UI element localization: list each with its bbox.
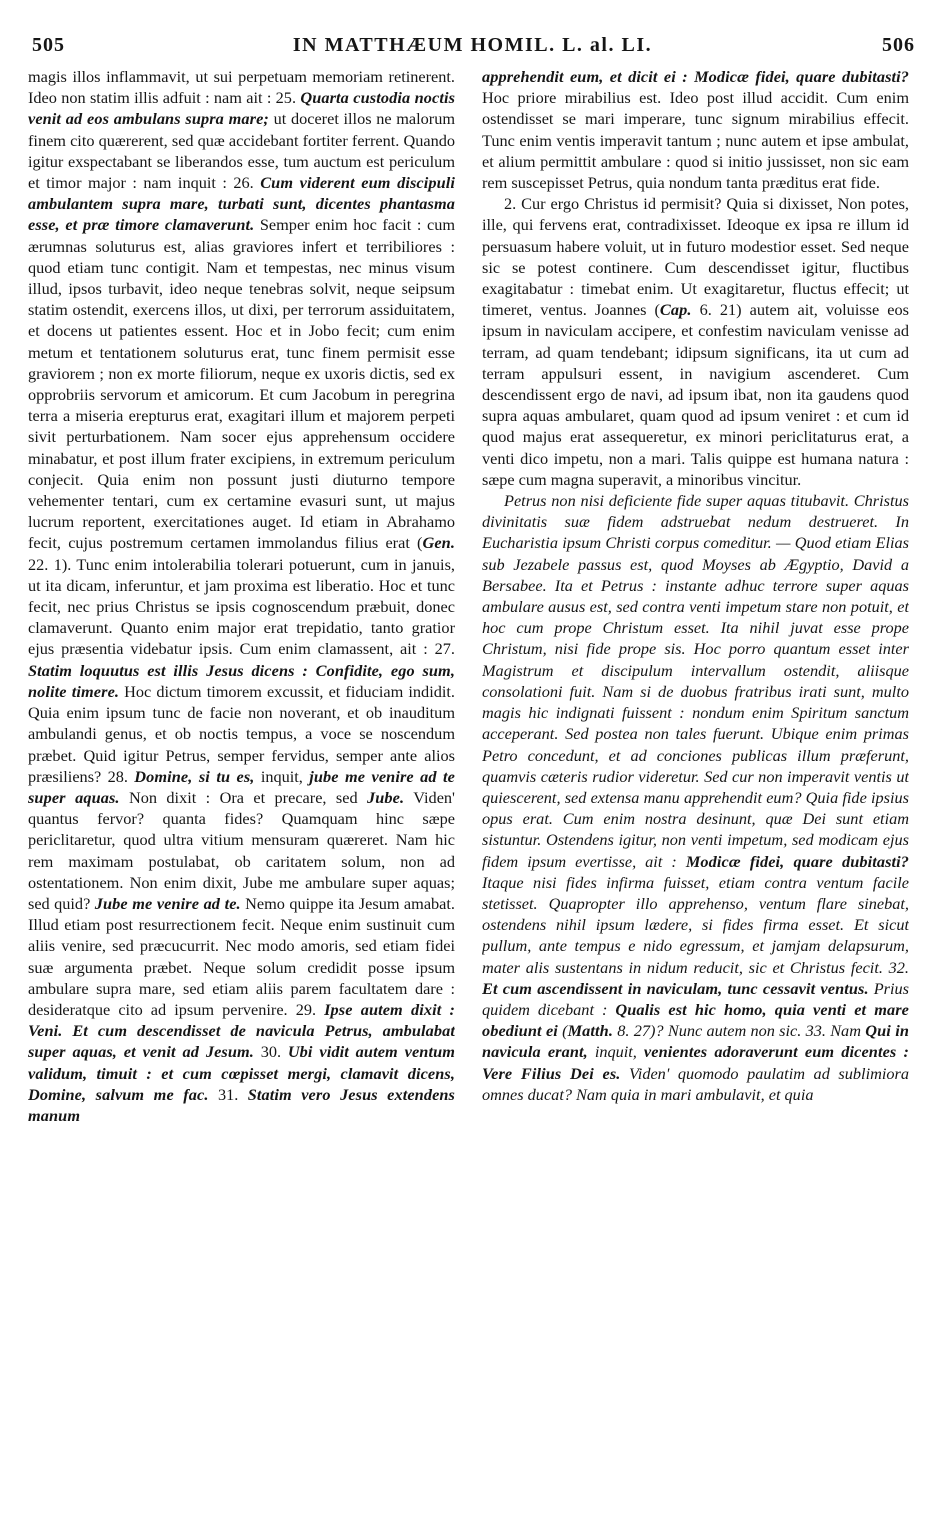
left-column	[28, 66, 455, 1536]
text-run: Viden' quomodo paulatim ad sublimiora omnes ducat? Nam quia in mari ambulavit, et quia	[482, 1063, 909, 1104]
text-run: Prius quidem dicebant :	[482, 978, 909, 1019]
italic-text: Et cum ascendissent in naviculam, tunc cessavit ventus.	[482, 978, 869, 998]
paragraph	[482, 66, 909, 193]
italic-text: Statim vero Jesus extendens manum	[28, 1084, 455, 1125]
text-run: — Quod etiam Elias sub Jezabele passus est, quod Moyses ab Ægyptio, David a Bersabee. Ita et Petrus : instante adhuc terrore super aquas ambulare ausus est, sed contra venti impetum stare non potuit, et hoc cum prope Christum esset. Ita nihil juvat esse prope Christum, nisi fide prope sis. Hoc porro quantum esset inter Magistrum et discipulum intervallum ostendit, aliisque consolationi fuit. Nam si de duobus fratribus irati sunt, multo magis hic indignati fuissent : nondum enim Spiritum sanctum acceperant. Sed postea non tales fuerunt. Ubique enim primas Petro concedunt, et ad conciones publicas illum præferunt, quamvis cæteris rudior videretur. Sed cur non imperavit ventis ut quiescerent, sed extensa manu apprehendit eum? Quia fide ipsius opus erat. Cum enim nostra desinunt, quæ Dei sunt etiam sistuntur. Ostendens igitur, non venti impetum, sed modicam ejus fidem ipsum evertisse, ait :	[482, 533, 909, 871]
italic-text: Cum viderent eum discipuli ambulantem supra mare, turbati sunt, dicentes phantasma esse, et præ timore clamaverunt.	[28, 173, 455, 235]
text-run: 31.	[208, 1084, 248, 1104]
italic-text: Domine, si tu es,	[134, 766, 255, 786]
italic-text: Quarta custodia noctis venit ad eos ambulans supra mare;	[28, 88, 455, 129]
paragraph	[482, 193, 909, 490]
text-run: Itaque nisi fides infirma fuisset, etiam contra ventum facile stetisset. Quapropter illo apprehenso, ventum flare sinebat, ostendens nihil ipsum lædere, si fides firma esset. Et sicut pullum, ante tempus e nido egressum, et jamjam delapsurum, mater alis sustentans in nidum reducit, sic et Christus fecit. 32.	[482, 872, 909, 977]
italic-text: Ubi vidit autem ventum validum, timuit : et cum cœpisset mergi, clamavit dicens, Domine, salvum me fac.	[28, 1042, 455, 1104]
italic-text: Qui in navicula erant,	[482, 1021, 909, 1062]
text-run: Nemo quippe ita Jesum amabat. Illud etiam post resurrectionem fecit. Neque enim sustinuit cum aliis venire, sed præcucurrit. Nec modo amoris, sed etiam fidei suæ argumenta præbet. Neque solum credidit posse ipsum ambulare supra mare, sed etiam aliis parem facultatem dare : desideratque cito ad ipsum pervenire. 29.	[28, 893, 455, 1019]
italic-text: Gen.	[422, 533, 455, 553]
text-run: Hoc dictum timorem excussit, et fiduciam indidit. Quia enim ipsum tunc de facie non noverant, et ob inauditum ambulandi genus, et ob noctis tempus, a voce se noscendum præbet. Quid igitur Petrus, semper fervidus, semper ante alios præsiliens? 28.	[28, 681, 455, 786]
italic-text: jube me venire ad te super aquas.	[28, 766, 455, 807]
text-run: 2. Cur ergo Christus id permisit? Quia si dixisset, Non potes, ille, qui fervens erat, contradixisset. Ideoque ex ipsa re illum id persuasum habere voluit, ut in futuro modestior esset. Sed neque sic se potest continere. Cum descendisset igitur, fluctibus exagitabatur : timebat enim. Ut exagitaretur, fluctus effecit; ut timeret, ventus. Joannes (	[482, 194, 909, 320]
italic-text: apprehendit eum, et dicit ei : Modicæ fidei, quare dubitasti?	[482, 67, 909, 86]
text-run: inquit,	[587, 1042, 644, 1062]
summary-text: Petrus non nisi deficiente fide super aquas titubavit. Christus divinitatis suæ fidem adstruebat nedum destrueret. In Eucharistia ipsum Christi corpus comeditur.	[482, 491, 909, 553]
text-run: Viden' quantus fervor? quanta fides? Quamquam hinc sæpe periclitaretur, quod ultra vitium mensuram quæreret. Nam hic rem maximam postulabat, ob caritatem solum, non ad ostentationem. Non enim dixit, Jube me ambulare super aquas; sed quid?	[28, 787, 455, 913]
text-run: 8. 27)? Nunc autem non sic. 33. Nam	[613, 1021, 866, 1041]
italic-text: Matth.	[567, 1021, 613, 1041]
page-number-right: 506	[882, 34, 915, 56]
text-run: 22. 1). Tunc enim intolerabilia tolerari potuerunt, cum in januis, ut ita dicam, inferuntur, et jam proxima est liberatio. Hoc et tunc fecit, nec prius Christus se ipsis cognoscendum præbuit, donec clamaverunt. Quanto enim major erat trepidatio, tanto gratior ejus præsentia videbatur ipsis. Cum enim clamassent, ait : 27.	[28, 554, 455, 659]
page-number-left: 505	[32, 34, 65, 56]
text-run: Hoc priore mirabilius est. Ideo post illud accidit. Cum enim ostendisset se mari imperare, tunc signum mirabilius effecit. Tunc enim ventis imperavit tantum ; nunc autem et ipse ambulat, et alium permittit ambulare : quod si initio jussisset, non sic eam rem suscepisset Petrus, quia nondum tanta præditus erat fide.	[482, 88, 909, 193]
text-run: magis illos inflammavit, ut sui perpetuam memoriam retinerent. Ideo non statim illis adfuit : nam ait : 25.	[28, 67, 455, 108]
italic-text: Jube me venire ad te.	[94, 893, 241, 913]
italic-text: Cap.	[659, 300, 692, 320]
text-run: Semper enim hoc facit : cum ærumnas soluturus est, alias graviores infert et terribiliores : quod etiam tunc contigit. Nam et tempestas, nec minus visum illud, ipsos turbavit, ideo neque tenebras solvit, neque seipsum statim ostendit, exercens illos, ut dixi, per terrorum assiduitatem, et docens ut patientes essent. Hoc et in Jobo fecit; cum enim metum et tentationem soluturus erat, tunc finem permisit esse graviorem ; non ex morte filiorum, neque ex uxoris dictis, sed ex opprobriis servorum et amicorum. Et cum Jacobum in peregrina terra a miseria erepturus erat, exagitari illum et majorem perpeti sivit perturbationem. Nam socer ejus apprehensum occidere minabatur, et post illum frater excipiens, in extremum periculum conjecit. Quia enim non possunt justi diuturno tempore vehementer tentari, cum ex certamine evasuri sunt, ut majus lucrum reportent, exercitationes auget. Id etiam in Abrahamo fecit, cujus postremum certamen immolandus filius erat (	[28, 215, 455, 553]
text-run: ut doceret illos ne malorum finem cito quærerent, sed quæ accidebant fortiter ferrent. Quando igitur exspectabant se liberandos esse, tum auctum est periculum et timor major : nam inquit : 26.	[28, 109, 455, 193]
text-run: 6. 21) autem ait, voluisse eos ipsum in naviculam accipere, et confestim naviculam venisse ad terram, ad quam tendebant; idipsum significans, ita ut cum ad terram appulsuri essent, in navigium ascenderet. Cum descendissent ergo de navi, ad ipsum ibat, non ita gaudens quod supra aquas ambularet, quam quod ad ipsum veniret : et cum id quod majus erat assequeretur, ex minori periclitaturus erat, a venti dico impetu, non a mari. Talis quippe est humana natura : sæpe cum magna superavit, a minoribus vincitur.	[482, 300, 909, 489]
right-column	[482, 66, 909, 1536]
text-run: inquit,	[254, 766, 310, 786]
text-run: (	[557, 1021, 568, 1041]
page-header	[0, 0, 945, 70]
italic-text: Ipse autem dixit : Veni. Et cum descendisset de navicula Petrus, ambulabat super aquas, et venit ad Jesum.	[28, 999, 455, 1062]
italic-text: Statim loquutus est illis Jesus dicens : Confidite, ego sum, nolite timere.	[28, 660, 455, 701]
italic-text: Qualis est hic homo, quia venti et mare obediunt ei	[482, 999, 909, 1041]
italic-text: Jube.	[367, 787, 405, 807]
paragraph	[482, 490, 909, 1105]
running-title: IN MATTHÆUM HOMIL. L. al. LI.	[292, 34, 653, 56]
italic-text: Modicæ fidei, quare dubitasti?	[685, 851, 909, 871]
paragraph	[28, 66, 455, 1126]
text-run: Non dixit : Ora et precare, sed	[119, 787, 367, 807]
text-run: 30.	[253, 1042, 288, 1062]
italic-text: venientes adoraverunt eum dicentes : Vere Filius Dei es.	[482, 1042, 909, 1083]
